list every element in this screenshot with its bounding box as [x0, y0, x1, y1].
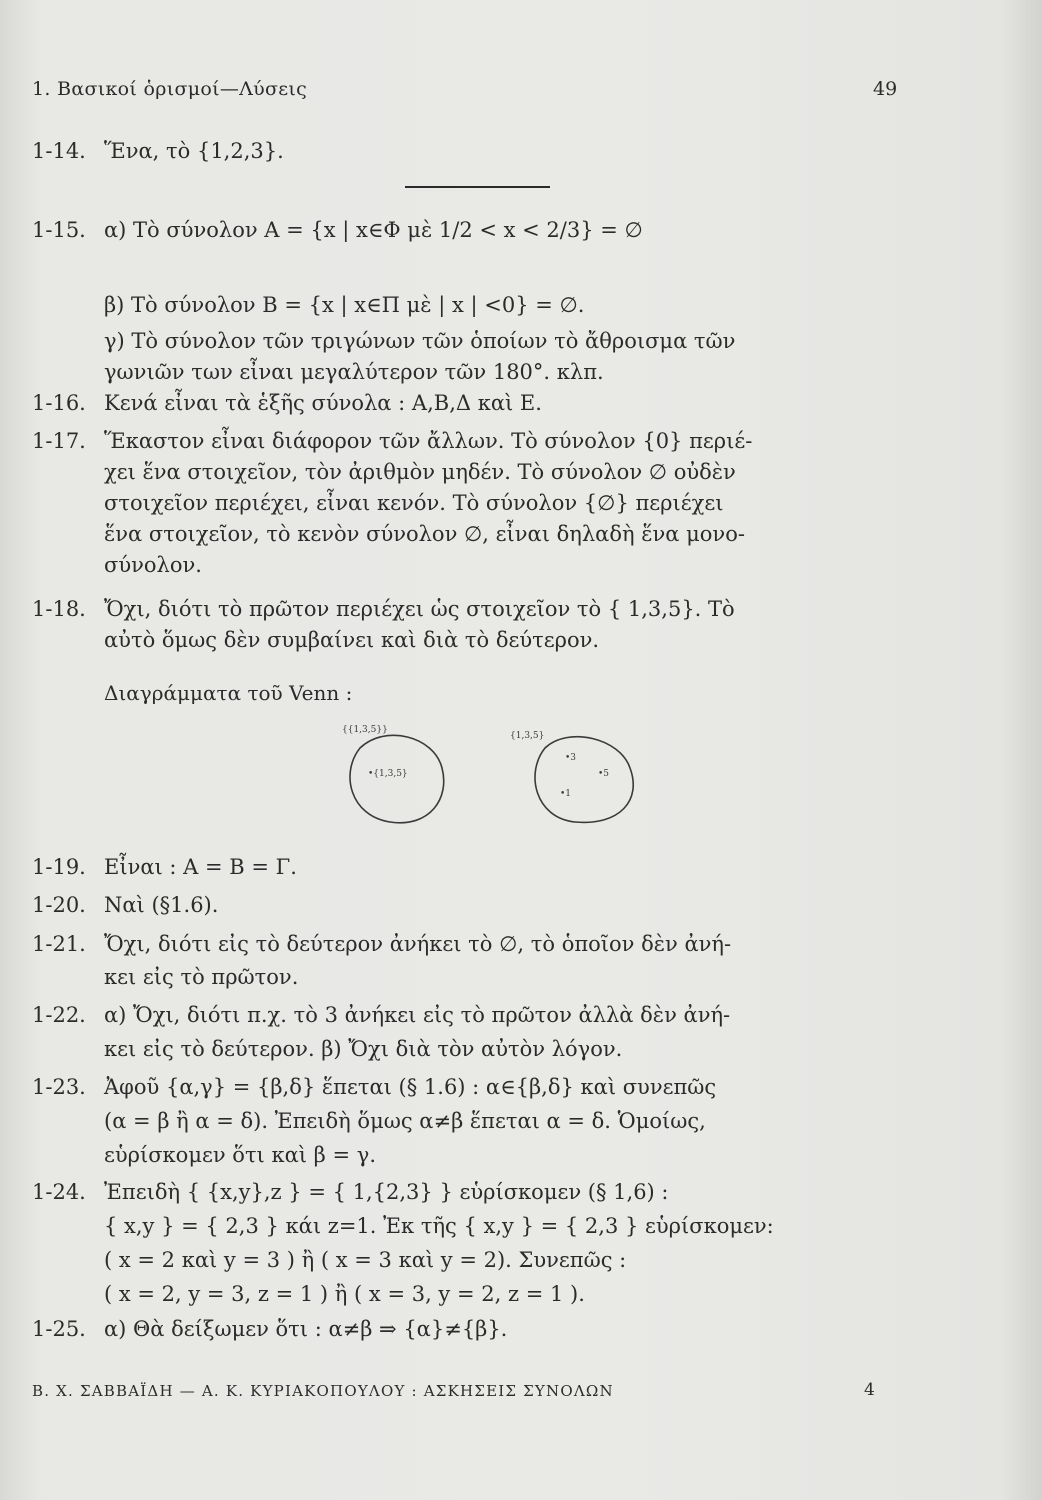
solution-line: εὑρίσκομεν ὅτι καὶ β = γ. — [104, 1143, 376, 1167]
solution-line: Ἕνα, τὸ {1,2,3}. — [104, 139, 284, 163]
solution-line: στοιχεῖον περιέχει, εἶναι κενόν. Τὸ σύνολον {∅} περιέχει — [104, 491, 724, 515]
exercise-number: 1-14. — [32, 139, 86, 163]
venn-left-set-label: {{1,3,5}} — [342, 725, 388, 735]
solution-line: ( x = 2 καὶ y = 3 ) ἢ ( x = 3 καὶ y = 2). Συνεπῶς : — [104, 1248, 627, 1272]
venn-caption: Διαγράμματα τοῦ Venn : — [104, 681, 353, 705]
running-header-title: 1. Βασικοί ὁρισμοί—Λύσεις — [32, 78, 308, 100]
exercise-number: 1-23. — [32, 1075, 86, 1099]
solution-line: Ὄχι, διότι τὸ πρῶτον περιέχει ὡς στοιχεῖον τὸ { 1,3,5}. Τὸ — [104, 597, 735, 621]
solution-line: Κενά εἶναι τὰ ἑξῆς σύνολα : Α,Β,Δ καὶ Ε. — [104, 391, 542, 415]
page-number: 49 — [873, 78, 898, 100]
exercise-number: 1-15. — [32, 218, 86, 242]
solution-line: α) Θὰ δείξωμεν ὅτι : α≠β ⇒ {α}≠{β}. — [104, 1317, 508, 1341]
exercise-number: 1-21. — [32, 932, 86, 956]
venn-diagrams — [330, 718, 650, 833]
solution-line: γωνιῶν των εἶναι μεγαλύτερον τῶν 180°. κλπ. — [104, 360, 604, 384]
footer-signature: 4 — [864, 1380, 875, 1400]
solution-line: α) Τὸ σύνολον Α = {x | x∈Φ μὲ 1/2 < x < 2/3} = ∅ — [104, 218, 643, 242]
venn-right-element: •5 — [598, 769, 610, 779]
exercise-number: 1-19. — [32, 855, 86, 879]
exercise-number: 1-16. — [32, 391, 86, 415]
solution-line: σύνολον. — [104, 553, 202, 577]
exercise-number: 1-17. — [32, 429, 86, 453]
exercise-number: 1-25. — [32, 1317, 86, 1341]
solution-line: (α = β ἢ α = δ). Ἐπειδὴ ὅμως α≠β ἕπεται α = δ. Ὁμοίως, — [104, 1109, 706, 1133]
solution-line: ( x = 2, y = 3, z = 1 ) ἢ ( x = 3, y = 2, z = 1 ). — [104, 1282, 585, 1306]
solution-line: γ) Τὸ σύνολον τῶν τριγώνων τῶν ὁποίων τὸ ἄθροισμα τῶν — [104, 329, 736, 353]
solution-line: Ἀφοῦ {α,γ} = {β,δ} ἕπεται (§ 1.6) : α∈{β,δ} καὶ συνεπῶς — [104, 1075, 717, 1099]
venn-left-element: •{1,3,5} — [368, 769, 408, 779]
solution-line: Ἐπειδὴ { {x,y},z } = { 1,{2,3} } εὑρίσκομεν (§ 1,6) : — [104, 1180, 669, 1204]
exercise-number: 1-20. — [32, 893, 86, 917]
solution-line: χει ἕνα στοιχεῖον, τὸν ἀριθμὸν μηδέν. Τὸ σύνολον ∅ οὐδὲν — [104, 460, 736, 484]
solution-line: α) Ὄχι, διότι π.χ. τὸ 3 ἀνήκει εἰς τὸ πρῶτον ἀλλὰ δὲν ἀνή- — [104, 1003, 731, 1027]
separator-rule — [405, 186, 550, 188]
exercise-number: 1-24. — [32, 1180, 86, 1204]
exercise-number: 1-22. — [32, 1003, 86, 1027]
venn-circle-right — [535, 737, 633, 823]
venn-right-set-label: {1,3,5} — [510, 731, 545, 741]
venn-circle-left — [350, 735, 444, 822]
solution-line: Ὄχι, διότι εἰς τὸ δεύτερον ἀνήκει τὸ ∅, τὸ ὁποῖον δὲν ἀνή- — [104, 932, 732, 956]
venn-right-element: •3 — [565, 753, 577, 763]
solution-line: β) Τὸ σύνολον Β = {x | x∈Π μὲ | x | <0} = ∅. — [104, 293, 585, 317]
solution-line: Εἶναι : Α = Β = Γ. — [104, 855, 297, 879]
venn-right-element: •1 — [560, 789, 572, 799]
solution-line: { x,y } = { 2,3 } κάι z=1. Ἐκ τῆς { x,y } = { 2,3 } εὑρίσκομεν: — [104, 1214, 774, 1238]
exercise-number: 1-18. — [32, 597, 86, 621]
footer-authors: Β. Χ. ΣΑΒΒΑΪΔΗ — Α. Κ. ΚΥΡΙΑΚΟΠΟΥΛΟΥ : ΑΣΚΗΣΕΙΣ ΣΥΝΟΛΩΝ — [32, 1382, 614, 1400]
solution-line: ἕνα στοιχεῖον, τὸ κενὸν σύνολον ∅, εἶναι δηλαδὴ ἕνα μονο- — [104, 522, 745, 546]
solution-line: Ἕκαστον εἶναι διάφορον τῶν ἄλλων. Τὸ σύνολον {0} περιέ- — [104, 429, 753, 453]
solution-line: κει εἰς τὸ δεύτερον. β) Ὄχι διὰ τὸν αὐτὸν λόγον. — [104, 1037, 623, 1061]
solution-line: κει εἰς τὸ πρῶτον. — [104, 965, 299, 989]
solution-line: Ναὶ (§1.6). — [104, 893, 219, 917]
solution-line: αὐτὸ ὅμως δὲν συμβαίνει καὶ διὰ τὸ δεύτερον. — [104, 628, 600, 652]
